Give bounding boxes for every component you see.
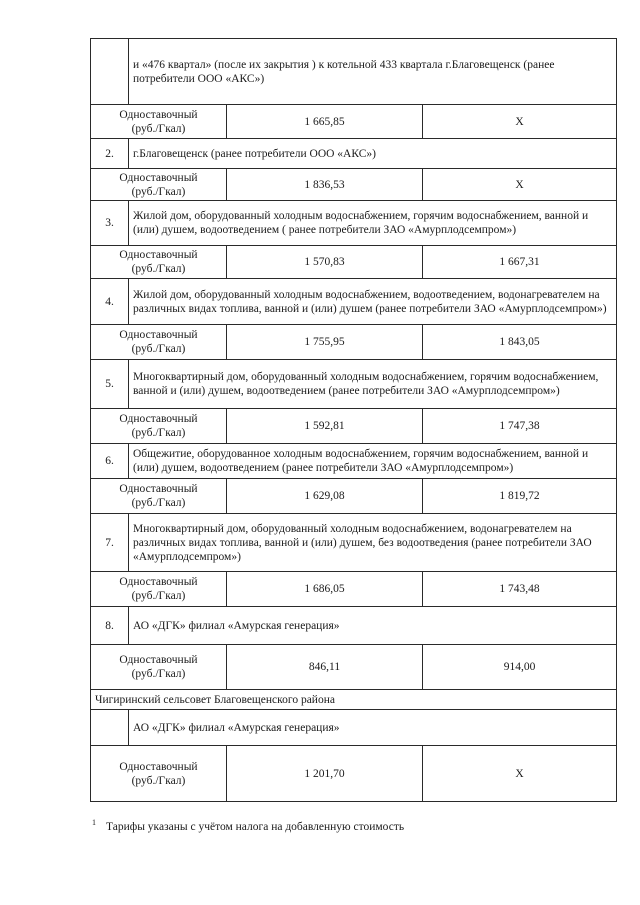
tariff-type-label	[91, 645, 227, 690]
tariff-value-2: X	[423, 105, 617, 139]
tariff-unit: (руб./Гкал)	[131, 590, 186, 602]
tariff-type: Одноставочный	[119, 760, 198, 773]
tariff-type-label	[91, 572, 227, 607]
table-row-tariff	[91, 169, 617, 201]
consumer-description: Многоквартирный дом, оборудованный холодным водоснабжением, горячим водоснабжением, ванной и (или) душем, водоотведением (ранее потребители ЗАО «Амурплодсемпром»)	[129, 360, 617, 409]
tariff-value-1: 1 629,08	[227, 479, 423, 514]
table-row-tariff	[91, 246, 617, 279]
footnote-text: Тарифы указаны с учётом налога на добавленную стоимость	[106, 820, 405, 833]
tariff-unit: (руб./Гкал)	[131, 185, 186, 198]
tariff-type: Одноставочный	[119, 108, 198, 121]
tariff-value-2: 914,00	[423, 645, 617, 690]
table-row-description	[91, 607, 617, 645]
table-row-tariff	[91, 645, 617, 690]
table-row-section	[91, 690, 617, 710]
section-title: Чигиринский сельсовет Благовещенского района	[91, 690, 617, 710]
tariff-value-1: 1 665,85	[227, 105, 423, 139]
tariff-type-label	[91, 746, 227, 802]
tariff-value-1: 846,11	[227, 645, 423, 690]
tariff-value-1: 1 836,53	[227, 169, 423, 201]
consumer-description: Многоквартирный дом, оборудованный холодным водоснабжением, водонагревателем на различных видах топлива, ванной и (или) душем, без водоотведения (ранее потребители ЗАО «Амурплодсемпром»)	[129, 514, 617, 572]
tariff-value-1: 1 570,83	[227, 246, 423, 279]
table-row-description	[91, 39, 617, 105]
tariff-unit: (руб./Гкал)	[131, 263, 186, 275]
table-row-tariff	[91, 105, 617, 139]
table-row-tariff	[91, 746, 617, 802]
table-row-description	[91, 279, 617, 325]
tariff-type: Одноставочный	[119, 171, 198, 184]
row-number: 6.	[91, 444, 129, 479]
row-number: 8.	[91, 607, 129, 645]
tariff-type-label	[91, 105, 227, 139]
tariff-type-label	[91, 409, 227, 444]
row-number: 4.	[91, 279, 129, 325]
table-row-description	[91, 514, 617, 572]
tariff-value-1: 1 755,95	[227, 325, 423, 360]
table-row-tariff	[91, 479, 617, 514]
tariff-type-label	[91, 479, 227, 514]
table-row-description	[91, 710, 617, 746]
tariff-value-2: 1 743,48	[423, 572, 617, 607]
tariff-type: Одноставочный	[119, 483, 198, 495]
tariff-table	[90, 38, 617, 802]
tariff-type-label	[91, 246, 227, 279]
tariff-type: Одноставочный	[119, 329, 198, 341]
tariff-unit: (руб./Гкал)	[131, 122, 186, 135]
table-row-tariff	[91, 409, 617, 444]
tariff-unit: (руб./Гкал)	[131, 774, 186, 787]
consumer-description: Общежитие, оборудованное холодным водоснабжением, горячим водоснабжением, ванной и (или) душем, водоотведением (ранее потребители ЗАО «Амурплодсемпром»)	[129, 444, 617, 479]
table-row-description	[91, 444, 617, 479]
tariff-unit: (руб./Гкал)	[131, 343, 186, 355]
tariff-value-2: X	[423, 746, 617, 802]
footnote-mark: 1	[92, 818, 96, 827]
tariff-value-1: 1 201,70	[227, 746, 423, 802]
tariff-value-2: 1 819,72	[423, 479, 617, 514]
tariff-value-2: X	[423, 169, 617, 201]
tariff-value-1: 1 592,81	[227, 409, 423, 444]
tariff-unit: (руб./Гкал)	[131, 497, 186, 509]
tariff-unit: (руб./Гкал)	[131, 427, 186, 439]
row-number: 3.	[91, 201, 129, 246]
tariff-type: Одноставочный	[119, 654, 198, 666]
consumer-description: Жилой дом, оборудованный холодным водоснабжением, горячим водоснабжением, ванной и (или) душем, водоотведением ( ранее потребители ЗАО «Амурплодсемпром»)	[129, 201, 617, 246]
tariff-type-label	[91, 169, 227, 201]
row-number: 5.	[91, 360, 129, 409]
table-row-tariff	[91, 572, 617, 607]
tariff-value-2: 1 747,38	[423, 409, 617, 444]
tariff-type-label	[91, 325, 227, 360]
consumer-description: г.Благовещенск (ранее потребители ООО «АКС»)	[129, 139, 617, 169]
tariff-value-2: 1 667,31	[423, 246, 617, 279]
tariff-value-1: 1 686,05	[227, 572, 423, 607]
footnote	[92, 818, 404, 833]
consumer-description: АО «ДГК» филиал «Амурская генерация»	[129, 607, 617, 645]
row-number: 2.	[91, 139, 129, 169]
consumer-description: АО «ДГК» филиал «Амурская генерация»	[129, 710, 617, 746]
tariff-type: Одноставочный	[119, 576, 198, 588]
tariff-type: Одноставочный	[119, 413, 198, 425]
table-row-description	[91, 139, 617, 169]
tariff-unit: (руб./Гкал)	[131, 668, 186, 680]
consumer-description: и «476 квартал» (после их закрытия ) к котельной 433 квартала г.Благовещенск (ранее потребители ООО «АКС»)	[129, 39, 617, 105]
tariff-value-2: 1 843,05	[423, 325, 617, 360]
consumer-description: Жилой дом, оборудованный холодным водоснабжением, водоотведением, водонагревателем на различных видах топлива, ванной и (или) душем (ранее потребители ЗАО «Амурплодсемпром»)	[129, 279, 617, 325]
table-row-description	[91, 201, 617, 246]
row-number	[91, 39, 129, 105]
table-row-description	[91, 360, 617, 409]
table-row-tariff	[91, 325, 617, 360]
tariff-type: Одноставочный	[119, 249, 198, 261]
row-number	[91, 710, 129, 746]
row-number: 7.	[91, 514, 129, 572]
